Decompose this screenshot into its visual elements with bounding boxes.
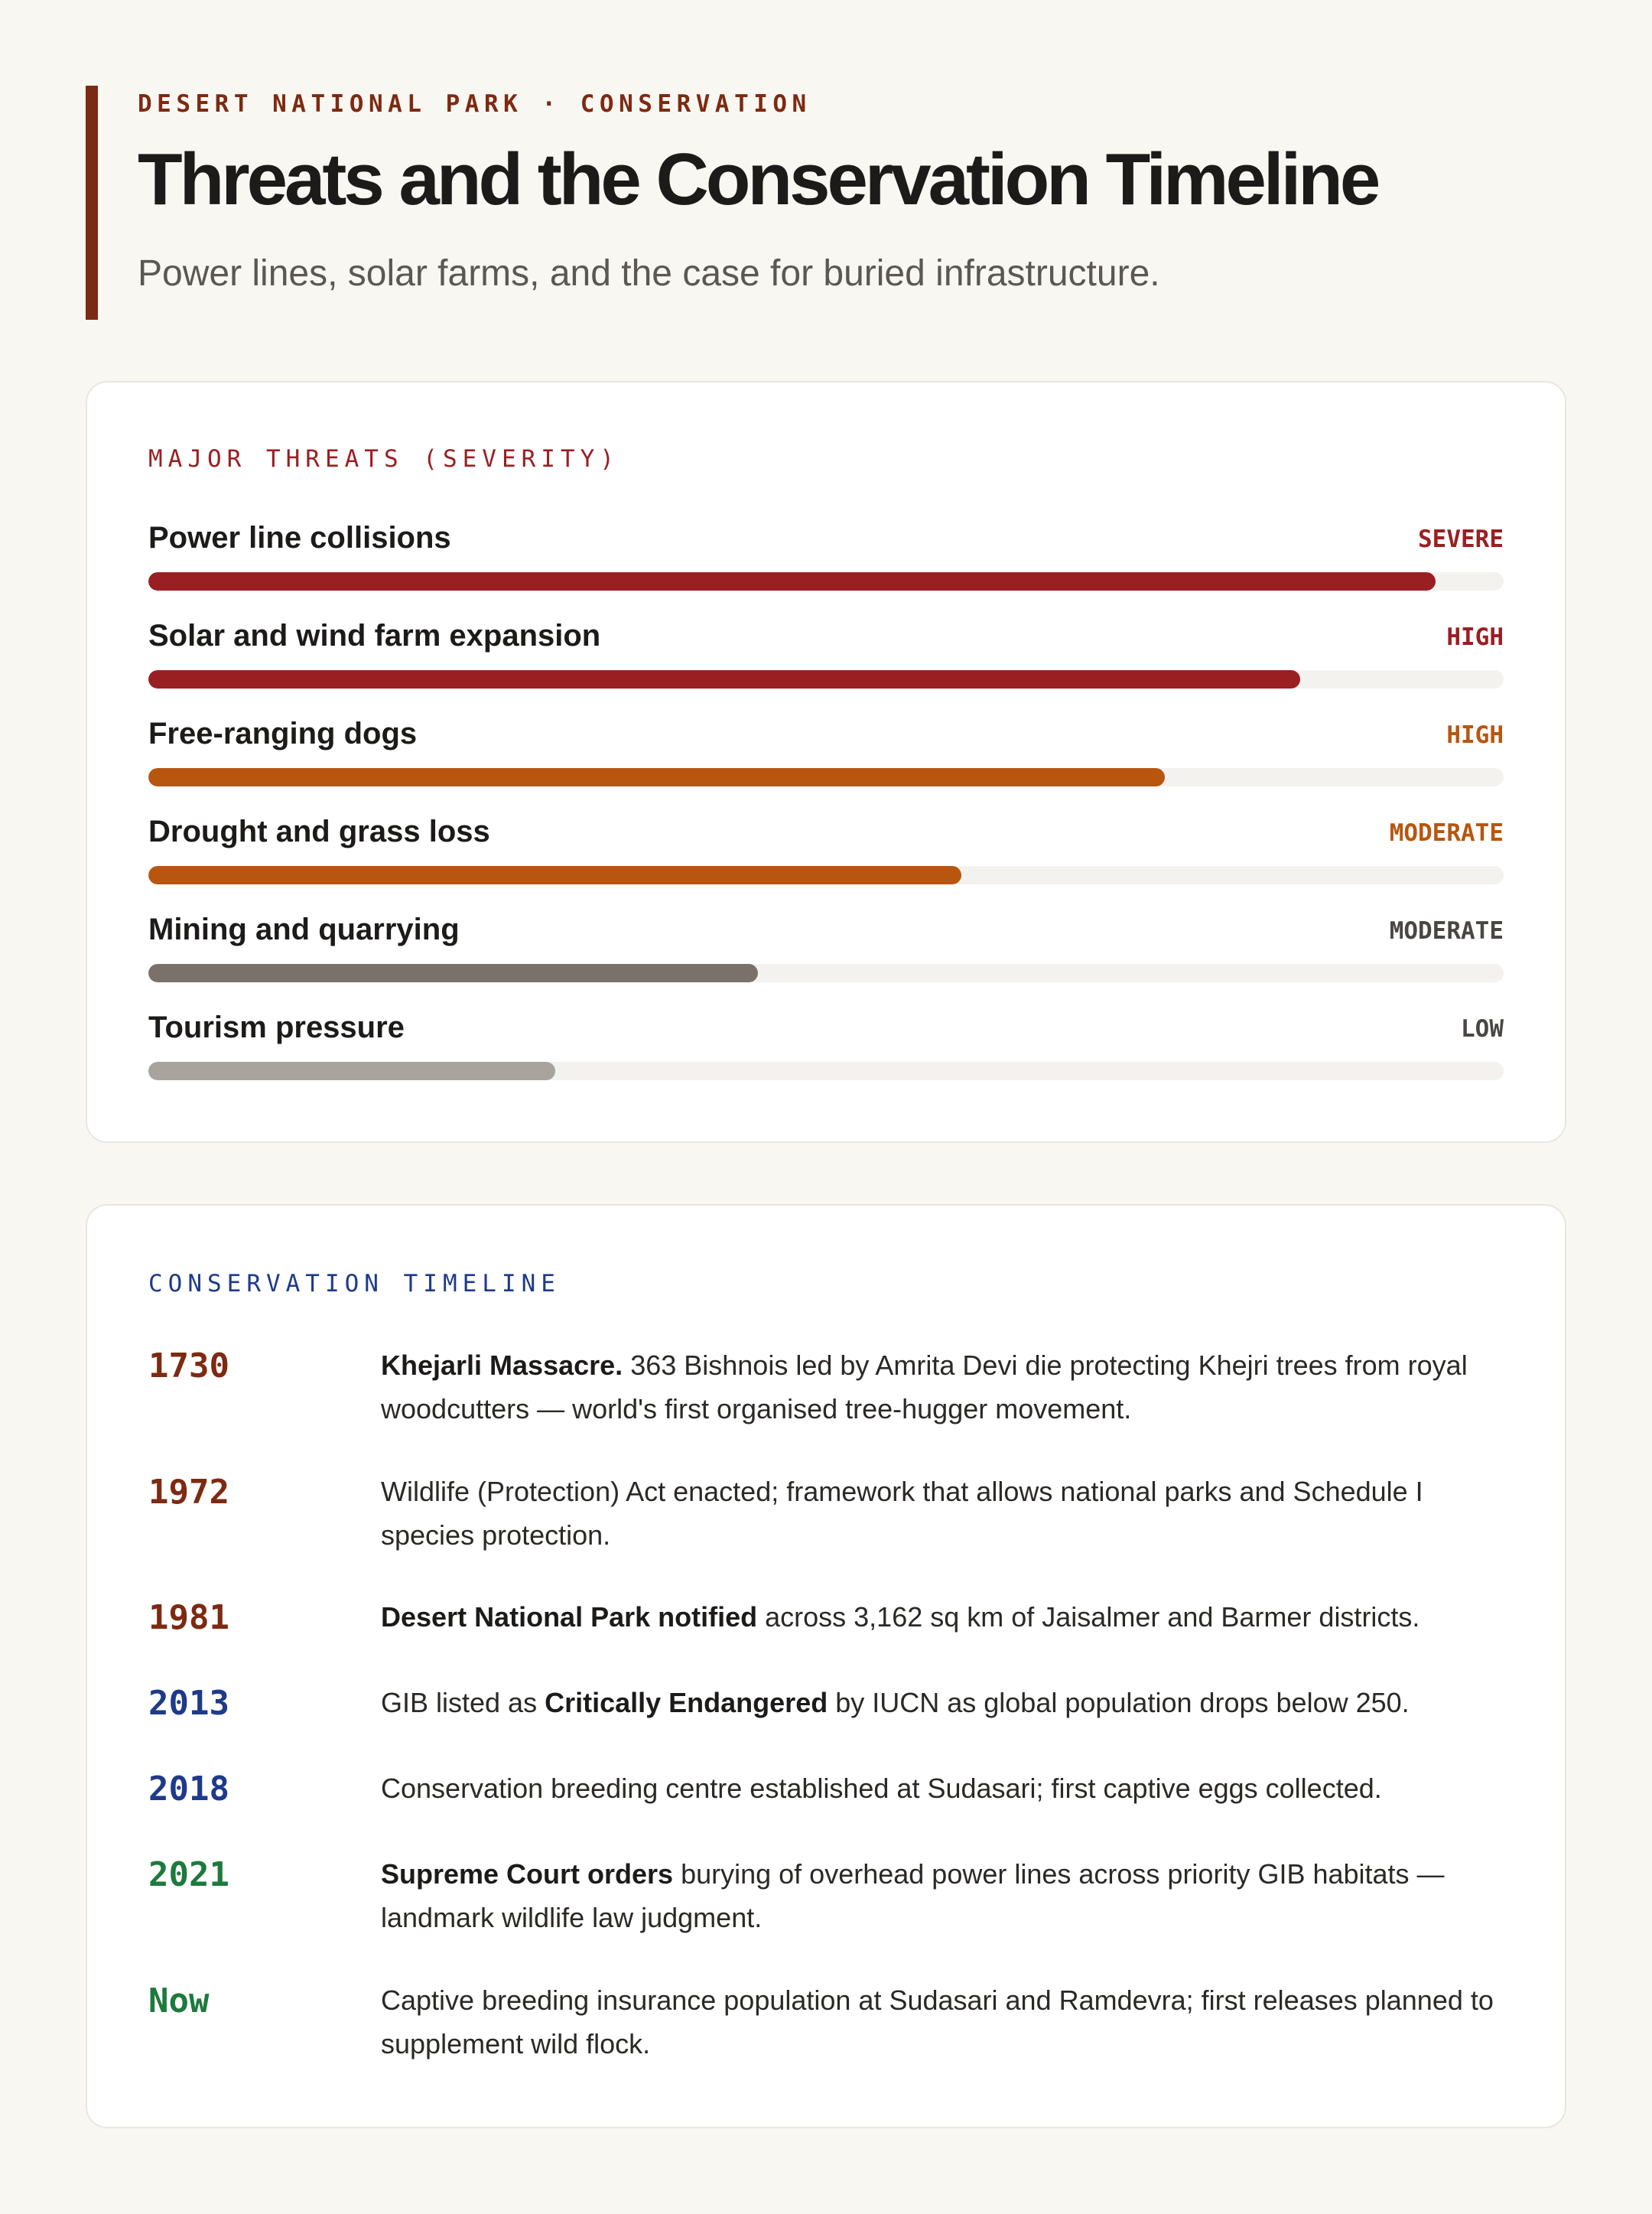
timeline-year: 1730 — [148, 1346, 229, 1385]
threat-name: Free-ranging dogs — [148, 717, 418, 750]
severity-bar-track — [148, 866, 1504, 884]
severity-bar-track — [148, 768, 1504, 786]
threat-row — [148, 619, 1504, 703]
threat-row — [148, 815, 1504, 899]
severity-bar-fill — [148, 964, 758, 982]
timeline-text: across 3,162 sq km of Jaisalmer and Barmer districts. — [757, 1601, 1420, 1633]
page-header — [86, 86, 1577, 320]
severity-bar-track — [148, 572, 1504, 591]
page-kicker: DESERT NATIONAL PARK · CONSERVATION — [138, 90, 811, 118]
timeline-year: Now — [148, 1981, 210, 2020]
severity-bar-fill — [148, 866, 961, 884]
timeline-section-label: CONSERVATION TIMELINE — [148, 1270, 561, 1297]
threat-name: Mining and quarrying — [148, 913, 460, 946]
threat-severity: SEVERE — [1418, 526, 1504, 553]
severity-bar-track — [148, 1062, 1504, 1080]
timeline-year: 1972 — [148, 1473, 229, 1512]
severity-bar-fill — [148, 572, 1436, 591]
timeline-description — [381, 1978, 1513, 2066]
threat-name: Power line collisions — [148, 521, 451, 555]
threat-severity: MODERATE — [1389, 819, 1504, 847]
threats-card — [86, 381, 1566, 1143]
page-title: Threats and the Conservation Timeline — [138, 138, 1378, 220]
timeline-description — [381, 1766, 1513, 1810]
threat-severity: HIGH — [1446, 624, 1504, 651]
timeline-description — [381, 1595, 1513, 1639]
threat-name: Solar and wind farm expansion — [148, 619, 601, 653]
timeline-text-pre: GIB listed as — [381, 1687, 545, 1718]
timeline-description — [381, 1470, 1513, 1557]
page-subtitle: Power lines, solar farms, and the case for buried infrastructure. — [138, 253, 1160, 294]
threats-section-label: MAJOR THREATS (SEVERITY) — [148, 445, 620, 473]
timeline-highlight: Critically Endangered — [545, 1687, 828, 1718]
timeline-highlight: Khejarli Massacre. — [381, 1350, 623, 1381]
severity-bar-fill — [148, 1062, 555, 1080]
timeline-highlight: Supreme Court orders — [381, 1858, 674, 1890]
threat-severity: MODERATE — [1389, 917, 1504, 945]
threat-severity: LOW — [1461, 1015, 1504, 1043]
severity-bar-track — [148, 964, 1504, 982]
timeline-highlight: Desert National Park notified — [381, 1601, 758, 1633]
threat-row — [148, 717, 1504, 801]
timeline-text: burying of overhead power lines across priority GIB habitats — landmark wildlife law judgment. — [381, 1858, 1445, 1933]
timeline-text: Wildlife (Protection) Act enacted; framework that allows national parks and Schedule I species protection. — [381, 1476, 1423, 1551]
threat-row — [148, 1011, 1504, 1095]
threat-row — [148, 521, 1504, 605]
timeline-year: 2021 — [148, 1855, 229, 1894]
timeline-year: 1981 — [148, 1598, 229, 1637]
timeline-year: 2013 — [148, 1684, 229, 1723]
timeline-card — [86, 1204, 1566, 2128]
severity-bar-fill — [148, 670, 1300, 689]
severity-bar-fill — [148, 768, 1165, 786]
threat-row — [148, 913, 1504, 997]
timeline-year: 2018 — [148, 1770, 229, 1809]
timeline-text: by IUCN as global population drops below 250. — [828, 1687, 1410, 1718]
timeline-text: Captive breeding insurance population at Sudasari and Ramdevra; first releases planned to supplement wild flock. — [381, 1984, 1494, 2059]
threat-name: Drought and grass loss — [148, 815, 490, 848]
timeline-description — [381, 1343, 1513, 1431]
threat-name: Tourism pressure — [148, 1011, 405, 1044]
threat-severity: HIGH — [1446, 721, 1504, 749]
severity-bar-track — [148, 670, 1504, 689]
timeline-description — [381, 1852, 1513, 1939]
timeline-description — [381, 1681, 1513, 1724]
timeline-text: Conservation breeding centre established at Sudasari; first captive eggs collected. — [381, 1773, 1382, 1804]
timeline-text: 363 Bishnois led by Amrita Devi die protecting Khejri trees from royal woodcutters — world's first organised tree-hugger movement. — [381, 1350, 1468, 1424]
